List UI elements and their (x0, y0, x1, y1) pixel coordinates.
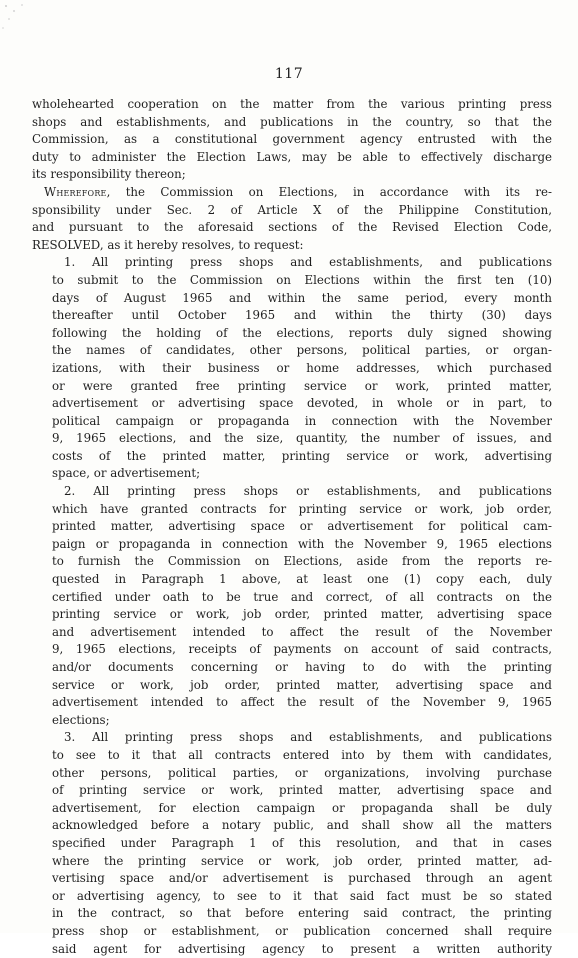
text-line: RESOLVED, as it hereby resolves, to request: (32, 237, 552, 255)
resolution-item-3 (32, 729, 552, 958)
resolution-item-1 (32, 254, 552, 483)
text-line: service or work, job order, printed matter, advertising space and (52, 677, 552, 695)
text-line: 9, 1965 elections, and the size, quantity, the number of issues, and (52, 430, 552, 448)
scan-speckle (0, 0, 40, 40)
text-line: in the contract, so that before entering said contract, the printing (52, 905, 552, 923)
wherefore-lead: Wherefore (44, 185, 107, 199)
text-line: following the holding of the elections, reports duly signed showing (52, 325, 552, 343)
text-line: printing service or work, job order, printed matter, advertising space (52, 606, 552, 624)
text-line: of printing service or work, printed matter, advertising space and (52, 782, 552, 800)
text-line: political campaign or propaganda in connection with the November (52, 413, 552, 431)
text-line: costs of the printed matter, printing service or work, advertising (52, 448, 552, 466)
text-line: specified under Paragraph 1 of this resolution, and that in cases (52, 835, 552, 853)
text-line: said agent for advertising agency to present a written authority (52, 941, 552, 958)
text-line: paign or propaganda in connection with the November 9, 1965 elections (52, 536, 552, 554)
text-line: or advertising agency, to see to it that said fact must be so stated (52, 888, 552, 906)
text-line: 1. All printing press shops and establishments, and publications (52, 254, 552, 272)
text-line: printed matter, advertising space or advertisement for political cam- (52, 518, 552, 536)
resolution-item-2 (32, 483, 552, 729)
text-line (32, 184, 552, 202)
text-line: duty to administer the Election Laws, may be able to effectively discharge (32, 149, 552, 167)
text-fragment: , the Commission on Elections, in accordance with its re- (107, 185, 552, 199)
paragraph-wherefore (32, 184, 552, 254)
text-line: Commission, as a constitutional government agency entrusted with the (32, 131, 552, 149)
text-line: advertisement, for election campaign or propaganda shall be duly (52, 800, 552, 818)
text-line: space, or advertisement; (52, 465, 552, 483)
text-line: and/or documents concerning or having to do with the printing (52, 659, 552, 677)
text-line: its responsibility thereon; (32, 166, 552, 184)
text-line: days of August 1965 and within the same period, every month (52, 290, 552, 308)
text-line: vertising space and/or advertisement is purchased through an agent (52, 870, 552, 888)
text-line: advertisement or advertising space devoted, in whole or in part, to (52, 395, 552, 413)
text-line: 3. All printing press shops and establishments, and publications (52, 729, 552, 747)
page-number: 117 (0, 66, 578, 82)
text-line: elections; (52, 712, 552, 730)
text-line: advertisement intended to affect the result of the November 9, 1965 (52, 694, 552, 712)
text-line: other persons, political parties, or organizations, involving purchase (52, 765, 552, 783)
text-line: izations, with their business or home addresses, which purchased (52, 360, 552, 378)
text-line: certified under oath to be true and correct, of all contracts on the (52, 589, 552, 607)
text-line: acknowledged before a notary public, and shall show all the matters (52, 817, 552, 835)
document-body (32, 96, 552, 958)
paragraph-intro (32, 96, 552, 184)
text-line: 2. All printing press shops or establishments, and publications (52, 483, 552, 501)
text-line: the names of candidates, other persons, political parties, or organ- (52, 342, 552, 360)
text-line: shops and establishments, and publications in the country, so that the (32, 114, 552, 132)
text-line: sponsibility under Sec. 2 of Article X of the Philippine Constitution, (32, 202, 552, 220)
text-line: or were granted free printing service or work, printed matter, (52, 378, 552, 396)
text-line: to furnish the Commission on Elections, aside from the reports re- (52, 553, 552, 571)
text-line: 9, 1965 elections, receipts of payments on account of said contracts, (52, 641, 552, 659)
text-line: thereafter until October 1965 and within the thirty (30) days (52, 307, 552, 325)
text-line: to submit to the Commission on Elections within the first ten (10) (52, 272, 552, 290)
text-line: quested in Paragraph 1 above, at least one (1) copy each, duly (52, 571, 552, 589)
text-line: which have granted contracts for printing service or work, job order, (52, 501, 552, 519)
text-line: wholehearted cooperation on the matter from the various printing press (32, 96, 552, 114)
text-line: and pursuant to the aforesaid sections of the Revised Election Code, (32, 219, 552, 237)
text-line: where the printing service or work, job order, printed matter, ad- (52, 853, 552, 871)
text-line: to see to it that all contracts entered into by them with candidates, (52, 747, 552, 765)
text-line: press shop or establishment, or publication concerned shall require (52, 923, 552, 941)
text-line: and advertisement intended to affect the result of the November (52, 624, 552, 642)
